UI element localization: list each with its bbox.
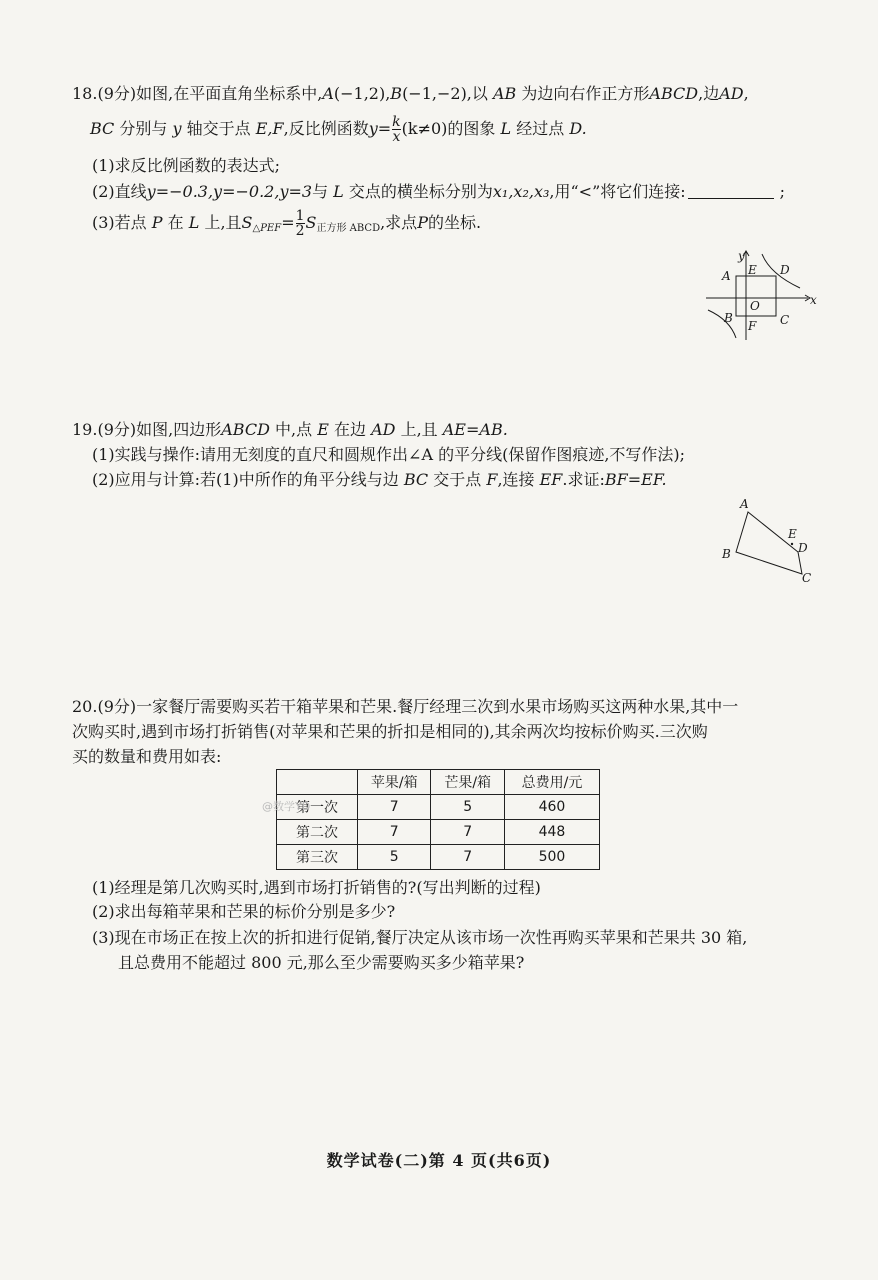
table-header-cell: 总费用/元	[504, 770, 599, 795]
fig18-label-f: F	[748, 319, 757, 333]
answer-blank[interactable]	[688, 184, 774, 199]
q20-part2: (2)求出每箱苹果和芒果的标价分别是多少?	[92, 902, 396, 921]
table-header-cell: 芒果/箱	[431, 770, 504, 795]
q18-part2: (2)直线y=−0.3,y=−0.2,y=3与 L 交点的横坐标分别为x₁,x₂,x₃,用“<”将它们连接: ;	[92, 182, 786, 201]
fig18-label-b: B	[724, 311, 733, 325]
q18-part1: (1)求反比例函数的表达式;	[92, 156, 281, 175]
q18-part3: (3)若点 P 在 L 上,且$S_{\triangle PEF}=$ $\frac{1}{2}$ $S_{正方形 ABCD}$,求点P的坐标.	[92, 208, 482, 239]
table-cell: 7	[431, 845, 504, 870]
purchase-table	[276, 769, 600, 870]
table-cell: 500	[504, 845, 599, 870]
table-cell: 5	[431, 795, 504, 820]
table-row	[277, 845, 600, 870]
fig19-label-d: D	[798, 541, 808, 555]
table-cell: 7	[431, 820, 504, 845]
fig18-label-e: E	[748, 263, 757, 277]
q20-line2: 次购买时,遇到市场打折销售(对苹果和芒果的折扣是相同的),其余两次均按标价购买.三次购	[72, 722, 708, 741]
k-over-x-fraction: $\frac{k}{x}$	[392, 114, 401, 145]
fig18-label-o: O	[750, 299, 760, 313]
watermark: @数学YD	[262, 800, 311, 813]
fig19-label-e: E	[788, 527, 797, 541]
q19-quadrilateral-figure	[712, 490, 822, 586]
table-cell: 第一次	[277, 795, 358, 820]
fig18-label-y: y	[738, 249, 745, 263]
point-e	[791, 543, 793, 545]
q18-line2: BC 分别与 y 轴交于点 E,F,反比例函数y= $\frac{k}{x}$ (k≠0)的图象 L 经过点 D.	[90, 114, 587, 145]
q19-part2: (2)应用与计算:若(1)中所作的角平分线与边 BC 交于点 F,连接 EF.求证:BF=EF.	[92, 470, 667, 489]
q19-part1: (1)实践与操作:请用无刻度的直尺和圆规作出∠A 的平分线(保留作图痕迹,不写作法);	[92, 445, 686, 464]
table-row	[277, 795, 600, 820]
q20-part3b: 且总费用不能超过 800 元,那么至少需要购买多少箱苹果?	[118, 953, 525, 972]
fig18-label-a: A	[722, 269, 731, 283]
q20-line3: 买的数量和费用如表:	[72, 747, 222, 766]
q20-line1: 20.(9分)一家餐厅需要购买若干箱苹果和芒果.餐厅经理三次到水果市场购买这两种水果,其中一	[72, 697, 739, 716]
table-header-row	[277, 770, 600, 795]
table-cell: 7	[358, 795, 431, 820]
page-footer: 数学试卷(二)第 4 页(共6页)	[326, 1151, 552, 1170]
q20-part3a: (3)现在市场正在按上次的折扣进行促销,餐厅决定从该市场一次性再购买苹果和芒果共 30 箱,	[92, 928, 748, 947]
fig18-label-c: C	[780, 313, 790, 327]
table-cell: 460	[504, 795, 599, 820]
q20-part1: (1)经理是第几次购买时,遇到市场打折销售的?(写出判断的过程)	[92, 878, 541, 897]
table-row	[277, 820, 600, 845]
table-cell: 第二次	[277, 820, 358, 845]
q18-line1: 18.(9分)如图,在平面直角坐标系中,A(−1,2),B(−1,−2),以 AB 为边向右作正方形ABCD,边AD,	[72, 84, 749, 103]
q18-coordinate-figure	[700, 248, 820, 344]
half-fraction: $\frac{1}{2}$	[295, 208, 305, 239]
table-cell: 5	[358, 845, 431, 870]
fig19-label-c: C	[802, 571, 812, 585]
fig19-label-b: B	[722, 547, 731, 561]
table-header-cell	[277, 770, 358, 795]
table-cell: 7	[358, 820, 431, 845]
fig18-label-d: D	[780, 263, 790, 277]
table-cell: 448	[504, 820, 599, 845]
table-header-cell: 苹果/箱	[358, 770, 431, 795]
q19-line1: 19.(9分)如图,四边形ABCD 中,点 E 在边 AD 上,且 AE=AB.	[72, 420, 508, 439]
fig19-label-a: A	[740, 497, 749, 511]
fig18-label-x: x	[810, 293, 817, 307]
table-cell: 第三次	[277, 845, 358, 870]
